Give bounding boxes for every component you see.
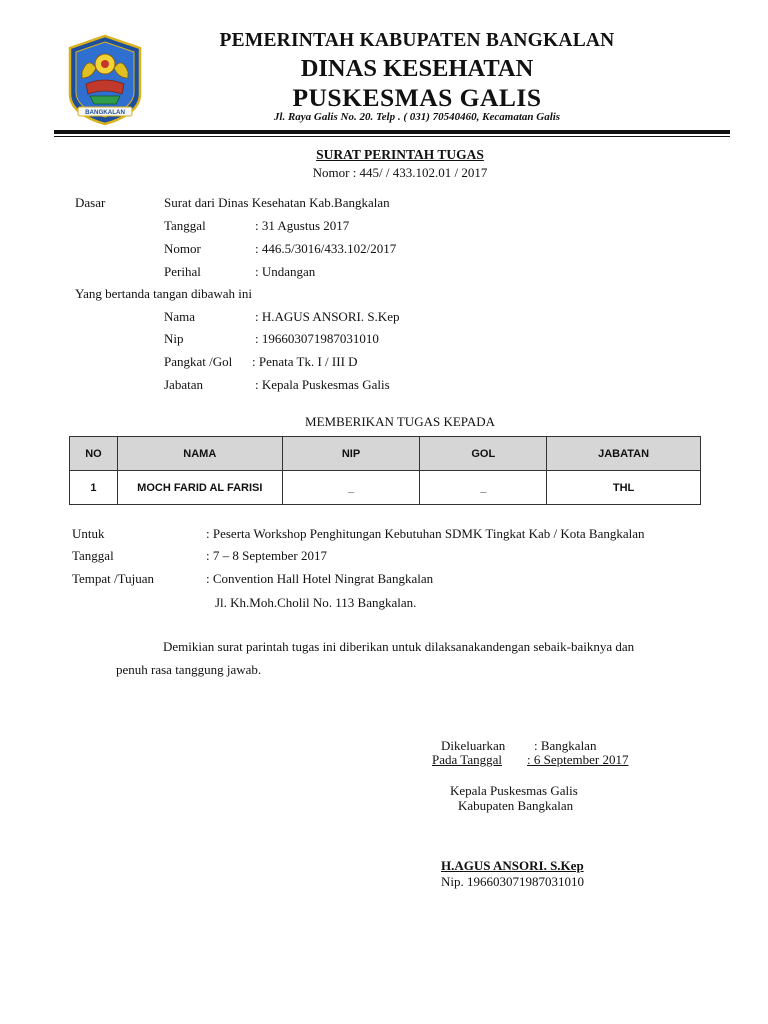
issued-value: : Bangkalan: [534, 738, 597, 753]
signer-name: H.AGUS ANSORI. S.Kep: [441, 858, 584, 873]
issued-label: Dikeluarkan: [441, 738, 506, 753]
assign-heading: MEMBERIKAN TUGAS KEPADA: [305, 414, 495, 429]
detail-label: Tempat /Tujuan: [72, 571, 155, 586]
table-header-row: [70, 437, 701, 471]
table-cell: _: [282, 471, 420, 505]
signer-field-value: : Kepala Puskesmas Galis: [255, 377, 390, 392]
signer-field-value: : H.AGUS ANSORI. S.Kep: [255, 309, 400, 324]
dasar-field-label: Perihal: [164, 264, 201, 279]
table-header-cell: JABATAN: [547, 437, 701, 471]
assignment-table: [69, 436, 701, 505]
signer-field-label: Jabatan: [164, 377, 203, 392]
kop-address: Jl. Raya Galis No. 20. Telp . ( 031) 70540460, Kecamatan Galis: [273, 111, 561, 123]
date-label: Pada Tanggal: [432, 752, 502, 767]
table-cell: 1: [70, 471, 118, 505]
detail-value: : Peserta Workshop Penghitungan Kebutuhan SDMK Tingkat Kab / Kota Bangkalan: [206, 526, 645, 541]
table-header-cell: NO: [70, 437, 118, 471]
detail-address-line: Jl. Kh.Moh.Cholil No. 113 Bangkalan.: [215, 595, 417, 610]
signer-field-label: Nip: [164, 331, 184, 346]
detail-label: Untuk: [72, 526, 105, 541]
kop-line-3: PUSKESMAS GALIS: [292, 83, 542, 112]
kop-line-2: DINAS KESEHATAN: [300, 55, 534, 82]
table-header-cell: GOL: [420, 437, 547, 471]
table-cell: MOCH FARID AL FARISI: [117, 471, 282, 505]
table-header-cell: NIP: [282, 437, 420, 471]
table-row: [70, 471, 701, 505]
signer-position: Kepala Puskesmas Galis: [450, 783, 578, 798]
dasar-label: Dasar: [75, 195, 106, 210]
letter-number: Nomor : 445/ / 433.102.01 / 2017: [312, 165, 488, 180]
signer-field-label: Nama: [164, 309, 196, 324]
letter-title: SURAT PERINTAH TUGAS: [316, 147, 484, 162]
dasar-field-label: Tanggal: [164, 218, 206, 233]
closing-line-2: penuh rasa tanggung jawab.: [116, 662, 262, 677]
signer-field-value: : Penata Tk. I / III D: [252, 354, 358, 369]
table-cell: _: [420, 471, 547, 505]
dasar-value: Surat dari Dinas Kesehatan Kab.Bangkalan: [164, 195, 390, 210]
table-cell: THL: [547, 471, 701, 505]
kop-divider-thick: [54, 130, 730, 134]
detail-value: : Convention Hall Hotel Ningrat Bangkalan: [206, 571, 434, 586]
detail-label: Tanggal: [72, 548, 114, 563]
signer-region: Kabupaten Bangkalan: [458, 798, 574, 813]
signer-intro: Yang bertanda tangan dibawah ini: [75, 286, 253, 301]
signer-nip: Nip. 196603071987031010: [441, 874, 584, 889]
table-header-cell: NAMA: [117, 437, 282, 471]
signer-field-label: Pangkat /Gol: [164, 354, 233, 369]
logo-caption: BANGKALAN: [85, 109, 125, 116]
kop-divider-thin: [54, 136, 730, 137]
dasar-field-value: : Undangan: [255, 264, 316, 279]
closing-line-1: Demikian surat parintah tugas ini diberikan untuk dilaksanakandengan sebaik-baiknya dan: [163, 639, 635, 654]
date-value: : 6 September 2017: [527, 752, 629, 767]
dasar-field-value: : 31 Agustus 2017: [255, 218, 350, 233]
dasar-field-label: Nomor: [164, 241, 201, 256]
detail-value: : 7 – 8 September 2017: [206, 548, 327, 563]
kop-line-1: PEMERINTAH KABUPATEN BANGKALAN: [219, 30, 615, 51]
signer-field-value: : 196603071987031010: [255, 331, 379, 346]
dasar-field-value: : 446.5/3016/433.102/2017: [255, 241, 397, 256]
